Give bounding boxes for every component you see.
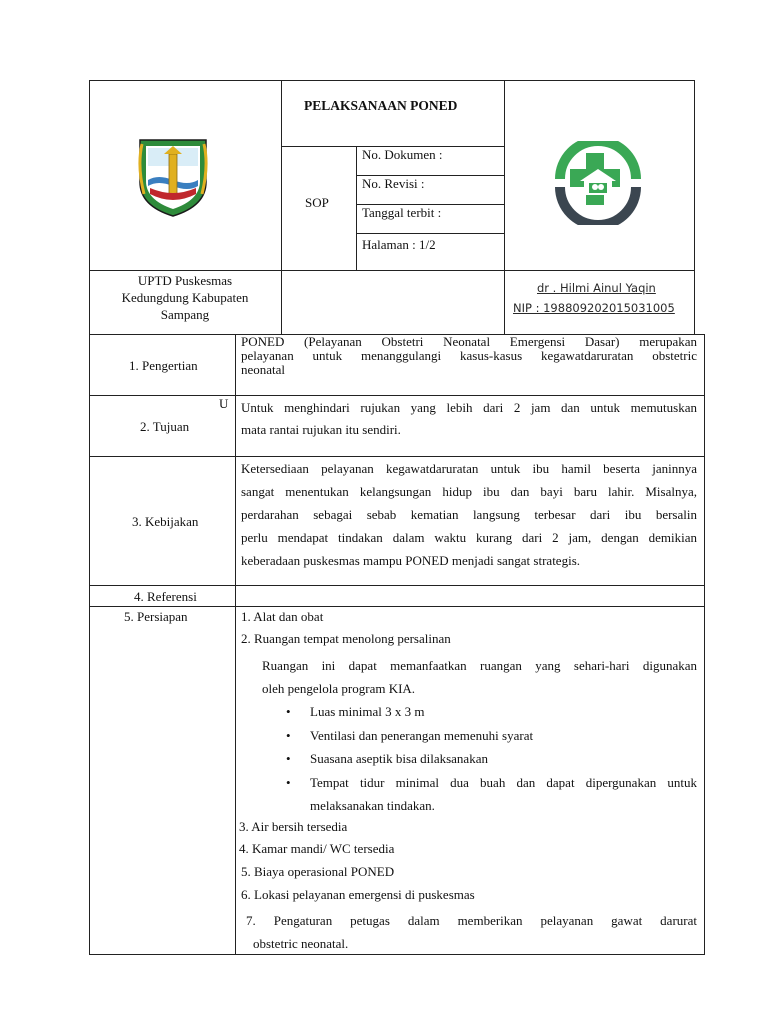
persiapan-item-6: 6. Lokasi pelayanan emergensi di puskesmas [241,887,475,902]
list-item: • Tempat tidur minimal dua buah dan dapat dipergunakan untuk [310,771,697,795]
institution-name: UPTD Puskesmas Kedungdung Kabupaten Sampang [121,273,249,322]
issue-date-field: Tanggal terbit : [362,205,442,220]
section-content-kebijakan: Ketersediaan pelayanan kegawatdaruratan untuk ibu hamil beserta janinnya sangat menentukan kelangsungan hidup ibu dan bayi baru lahir. Misalnya, perdarahan sebagai sebab kematian langsung terbesar dari ibu bersalin perlu mendapat tindakan dalam waktu kurang dari 2 jam, dengan demikian keberadaan puskesmas mampu PONED menjadi sangat strategis. [241,461,697,568]
doc-number-field: No. Dokumen : [362,147,443,162]
persiapan-item-5: 5. Biaya operasional PONED [241,864,395,879]
revision-field: No. Revisi : [362,176,425,191]
section-label-kebijakan: 3. Kebijakan [132,514,199,529]
puskesmas-logo-icon [552,141,644,225]
section-label-tujuan: 2. Tujuan [140,419,190,434]
persiapan-item-2-desc: Ruangan ini dapat memanfaatkan ruangan yang sehari-hari digunakan oleh pengelola program KIA. [262,658,697,696]
section-label-pengertian: 1. Pengertian [129,358,198,373]
document-title: PELAKSANAAN PONED [304,98,458,113]
signer-nip: NIP : 198809202015031005 [513,301,675,315]
section-content-pengertian: PONED (Pelayanan Obstetri Neonatal Emergensi Dasar) merupakan pelayanan untuk menanggulangi kasus-kasus kegawatdaruratan obstetric neonatal [241,334,697,377]
section-label-referensi: 4. Referensi [134,589,197,604]
section-label-persiapan: 5. Persiapan [124,609,188,624]
persiapan-item-3: 3. Air bersih tersedia [239,819,348,834]
list-item: • Luas minimal 3 x 3 m [310,700,697,724]
persiapan-bullet-list [310,700,697,818]
section-content-tujuan: Untuk menghindari rujukan yang lebih dari 2 jam dan untuk memutuskan mata rantai rujukan itu sendiri. [241,400,697,437]
page-field: Halaman : 1/2 [362,237,436,252]
list-item-continuation: melaksanakan tindakan. [310,798,435,814]
signer-name: dr . Hilmi Ainul Yaqin [537,281,656,295]
sop-label: SOP [305,195,329,210]
persiapan-item-7: 7. Pengaturan petugas dalam memberikan pelayanan gawat darurat obstetric neonatal. [246,913,697,951]
section-marker-tujuan: U [219,396,229,411]
persiapan-item-4: 4. Kamar mandi/ WC tersedia [239,841,395,856]
list-item: • Suasana aseptik bisa dilaksanakan [310,747,697,771]
regency-emblem-icon [136,136,210,218]
list-item: • Ventilasi dan penerangan memenuhi syarat [310,724,697,748]
persiapan-item-1: 1. Alat dan obat [241,609,324,624]
persiapan-item-2: 2. Ruangan tempat menolong persalinan [241,631,451,646]
